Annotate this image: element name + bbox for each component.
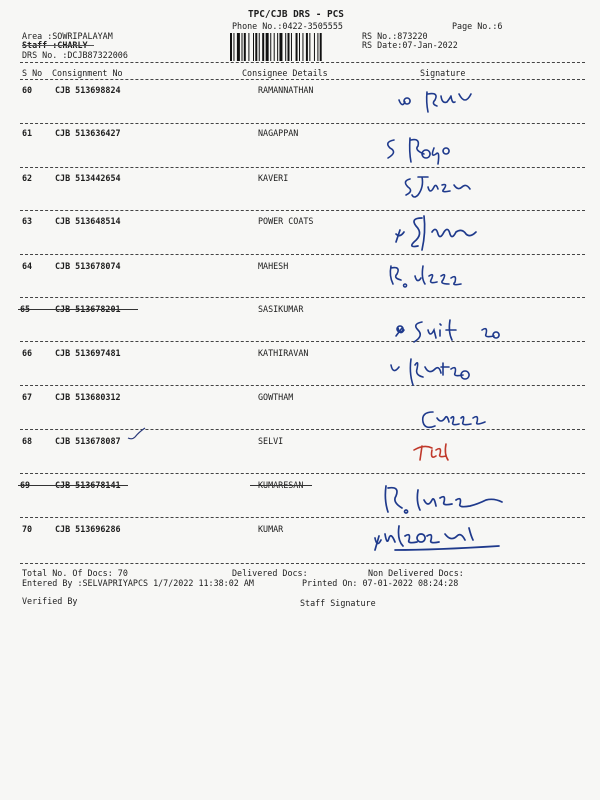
handwritten-signature (385, 355, 485, 387)
row-consignee: POWER COATS (258, 216, 314, 226)
delivered-docs: Delivered Docs: (232, 568, 308, 578)
row-consignment: CJB 513678087 (55, 436, 121, 446)
row-divider (20, 385, 585, 386)
row-s-no: 70 (22, 524, 33, 534)
row-consignment: CJB 513680312 (55, 392, 121, 402)
divider (20, 62, 585, 63)
row-consignee: KUMARESAN (258, 480, 304, 490)
row-s-no: 66 (22, 348, 33, 358)
row-divider (20, 210, 585, 211)
handwritten-mark-red (410, 440, 470, 466)
area: Area :SOWRIPALAYAM (22, 31, 113, 41)
row-consignment: CJB 513678074 (55, 261, 121, 271)
pen-tick-mark (126, 426, 148, 442)
staff: Staff :CHARLY (22, 40, 88, 50)
verified-by: Verified By (22, 596, 78, 606)
row-consignment: CJB 513648514 (55, 216, 121, 226)
rs-number: RS No.:873220 (362, 31, 428, 41)
row-strike-line (18, 309, 138, 310)
row-consignee: GOWTHAM (258, 392, 294, 402)
row-consignee: KAVERI (258, 173, 289, 183)
column-header-consignment: Consignment No (52, 68, 123, 78)
row-consignment: CJB 513697481 (55, 348, 121, 358)
row-consignee: KATHIRAVAN (258, 348, 309, 358)
row-consignment: CJB 513636427 (55, 128, 121, 138)
entered-by: Entered By :SELVAPRIYAPCS 1/7/2022 11:38:02 AM (22, 578, 254, 588)
phone-number: Phone No.:0422-3505555 (232, 21, 343, 31)
column-header-consignee: Consignee Details (242, 68, 328, 78)
printed-on: Printed On: 07-01-2022 08:24:28 (302, 578, 459, 588)
row-divider (20, 473, 585, 474)
handwritten-signature (415, 404, 495, 434)
row-divider (20, 297, 585, 298)
row-consignment: CJB 513678201 (55, 304, 121, 314)
row-consignee: SASIKUMAR (258, 304, 304, 314)
row-divider (20, 563, 585, 564)
row-s-no: 63 (22, 216, 33, 226)
row-s-no: 68 (22, 436, 33, 446)
row-consignment: CJB 513678141 (55, 480, 121, 490)
row-s-no: 64 (22, 261, 33, 271)
non-delivered-docs: Non Delivered Docs: (368, 568, 464, 578)
staff-strike (22, 45, 94, 46)
handwritten-signature (380, 132, 470, 168)
row-s-no: 61 (22, 128, 33, 138)
row-s-no: 69 (20, 480, 31, 490)
divider (20, 79, 585, 80)
row-strike-line (18, 485, 128, 486)
row-consignee: SELVI (258, 436, 284, 446)
page-number: Page No.:6 (452, 21, 503, 31)
total-docs: Total No. Of Docs: 70 (22, 568, 128, 578)
row-consignment: CJB 513698824 (55, 85, 121, 95)
handwritten-signature (365, 520, 505, 556)
row-divider (20, 429, 585, 430)
row-consignee: MAHESH (258, 261, 289, 271)
barcode (230, 33, 353, 61)
staff-signature: Staff Signature (300, 598, 376, 608)
column-header-s-no: S No (22, 68, 43, 78)
document-title: TPC/CJB DRS - PCS (248, 9, 344, 20)
row-consignee: RAMANNATHAN (258, 85, 314, 95)
row-s-no: 65 (20, 304, 31, 314)
row-strike-line (250, 485, 312, 486)
row-consignment: CJB 513696286 (55, 524, 121, 534)
row-s-no: 60 (22, 85, 33, 95)
row-s-no: 67 (22, 392, 33, 402)
handwritten-signature (392, 316, 522, 348)
rs-date: RS Date:07-Jan-2022 (362, 40, 458, 50)
row-s-no: 62 (22, 173, 33, 183)
row-consignee: NAGAPPAN (258, 128, 299, 138)
drs-number: DRS No. :DCJB87322006 (22, 50, 128, 60)
row-divider (20, 167, 585, 168)
row-divider (20, 123, 585, 124)
handwritten-signature (385, 262, 475, 294)
row-consignee: KUMAR (258, 524, 284, 534)
handwritten-signature (378, 482, 518, 518)
handwritten-signature (395, 88, 495, 118)
row-consignment: CJB 513442654 (55, 173, 121, 183)
column-header-signature: Signature (420, 68, 466, 78)
handwritten-signature (400, 173, 490, 203)
handwritten-signature (392, 212, 502, 256)
